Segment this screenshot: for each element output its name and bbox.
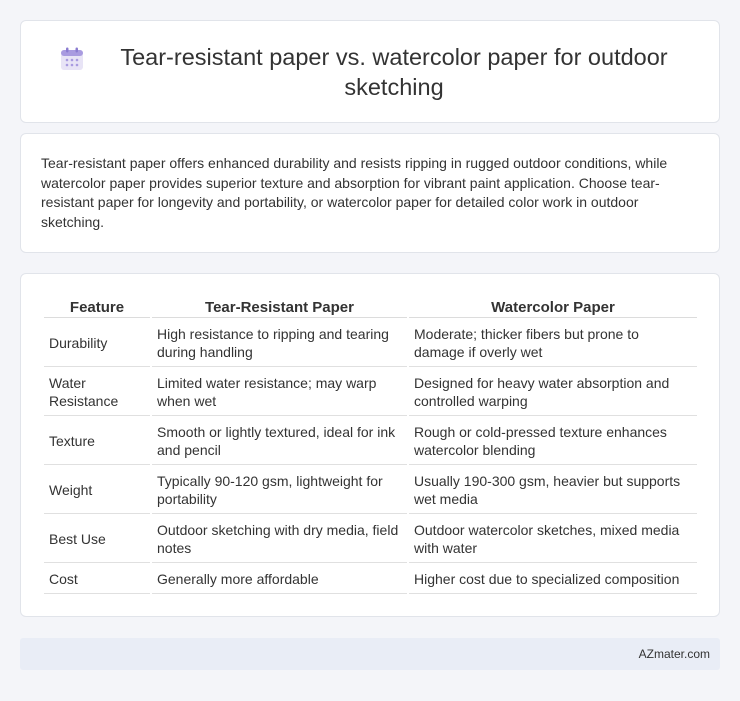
table-row <box>44 418 697 465</box>
feature-cell: Weight <box>44 467 150 514</box>
watercolor-cell: Designed for heavy water absorption and controlled warping <box>409 369 697 416</box>
feature-cell: Texture <box>44 418 150 465</box>
tear-resistant-cell: Outdoor sketching with dry media, field notes <box>152 516 407 563</box>
tear-resistant-cell: Typically 90-120 gsm, lightweight for portability <box>152 467 407 514</box>
page-title: Tear-resistant paper vs. watercolor paper for outdoor sketching <box>120 43 668 100</box>
watercolor-cell: Higher cost due to specialized composition <box>409 565 697 594</box>
calendar-icon <box>59 46 85 72</box>
watercolor-cell: Moderate; thicker fibers but prone to damage if overly wet <box>409 320 697 367</box>
feature-cell: Water Resistance <box>44 369 150 416</box>
comparison-table <box>42 294 699 596</box>
header-watercolor: Watercolor Paper <box>409 296 697 318</box>
table-row <box>44 467 697 514</box>
feature-cell: Cost <box>44 565 150 594</box>
tear-resistant-cell: Smooth or lightly textured, ideal for ink and pencil <box>152 418 407 465</box>
feature-cell: Best Use <box>44 516 150 563</box>
watercolor-cell: Rough or cold-pressed texture enhances watercolor blending <box>409 418 697 465</box>
footer <box>20 638 720 670</box>
watercolor-cell: Outdoor watercolor sketches, mixed media with water <box>409 516 697 563</box>
feature-cell: Durability <box>44 320 150 367</box>
table-row <box>44 320 697 367</box>
title-card <box>20 20 720 123</box>
intro-card <box>20 133 720 253</box>
table-row <box>44 516 697 563</box>
table-header-row <box>44 296 697 318</box>
table-row <box>44 565 697 594</box>
title-wrap <box>59 42 682 102</box>
header-feature: Feature <box>44 296 150 318</box>
tear-resistant-cell: High resistance to ripping and tearing during handling <box>152 320 407 367</box>
tear-resistant-cell: Generally more affordable <box>152 565 407 594</box>
table-row <box>44 369 697 416</box>
footer-brand[interactable]: AZmater.com <box>638 647 710 661</box>
intro-text: Tear-resistant paper offers enhanced durability and resists ripping in rugged outdoor conditions, while watercolor paper provides superior texture and absorption for vibrant paint application. Choose tear-resistant paper for longevity and portability, or watercolor paper for detailed color work in outdoor sketching. <box>41 155 668 230</box>
comparison-card <box>20 273 720 617</box>
watercolor-cell: Usually 190-300 gsm, heavier but supports wet media <box>409 467 697 514</box>
tear-resistant-cell: Limited water resistance; may warp when wet <box>152 369 407 416</box>
header-tear-resistant: Tear-Resistant Paper <box>152 296 407 318</box>
